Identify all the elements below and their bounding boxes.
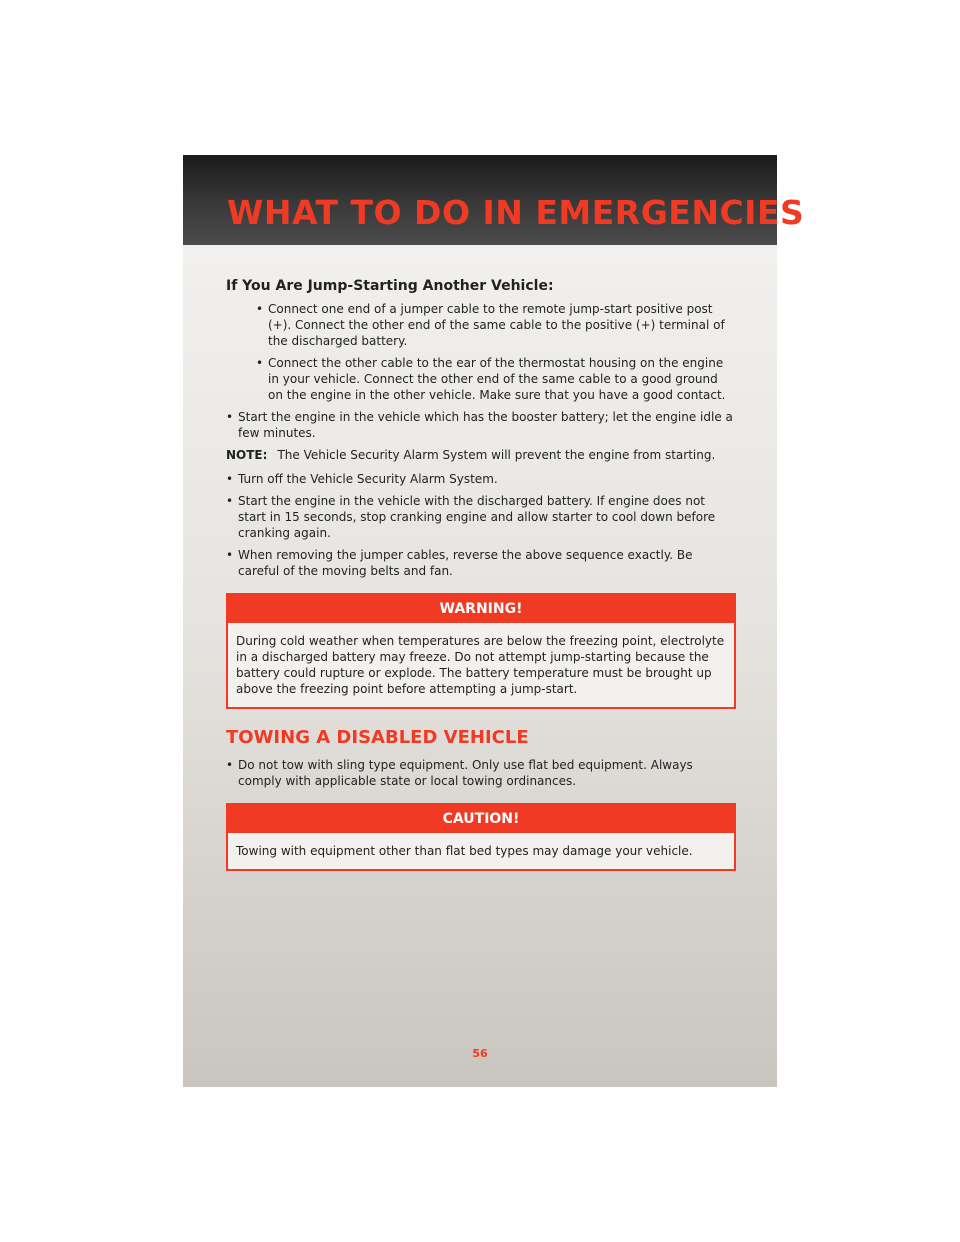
page-title: WHAT TO DO IN EMERGENCIES bbox=[227, 193, 805, 232]
bullet-glyph: • bbox=[226, 494, 234, 508]
list-item: • Turn off the Vehicle Security Alarm System. bbox=[226, 472, 498, 486]
jump-start-list-after bbox=[226, 471, 736, 579]
bullet-glyph: • bbox=[226, 410, 234, 424]
note-label: NOTE: bbox=[226, 448, 268, 462]
caution-text: Towing with equipment other than flat bed types may damage your vehicle. bbox=[236, 844, 693, 858]
bullet-glyph: • bbox=[226, 548, 234, 562]
note bbox=[226, 447, 736, 463]
caution-box bbox=[226, 803, 736, 871]
list-item: • Start the engine in the vehicle which has the booster battery; let the engine idle a few minutes. bbox=[226, 410, 733, 440]
jump-start-sub-list bbox=[226, 301, 736, 403]
page-number: 56 bbox=[472, 1047, 488, 1060]
bullet-glyph: • bbox=[256, 302, 264, 316]
list-item: • Connect one end of a jumper cable to the remote jump-start positive post (+). Connect the other end of the same cable to the positive (+) terminal of the discharged battery. bbox=[256, 302, 725, 348]
list-item: • Do not tow with sling type equipment. Only use flat bed equipment. Always comply with applicable state or local towing ordinances. bbox=[226, 758, 693, 788]
list-item: • When removing the jumper cables, reverse the above sequence exactly. Be careful of the moving belts and fan. bbox=[226, 548, 693, 578]
caution-title: CAUTION! bbox=[228, 805, 734, 833]
page-header bbox=[183, 155, 805, 245]
note-text: The Vehicle Security Alarm System will prevent the engine from starting. bbox=[277, 448, 716, 462]
warning-title: WARNING! bbox=[228, 595, 734, 623]
bullet-glyph: • bbox=[226, 758, 234, 772]
list-item: • Start the engine in the vehicle with the discharged battery. If engine does not start in 15 seconds, stop cranking engine and allow starter to cool down before cranking again. bbox=[226, 494, 716, 540]
towing-list bbox=[226, 757, 736, 789]
warning-text: During cold weather when temperatures are below the freezing point, electrolyte in a discharged battery may freeze. Do not attempt jump-starting because the battery could rupture or explode. The battery temperature must be brought up above the freezing point before attempting a jump-start. bbox=[236, 634, 725, 696]
jump-start-heading: If You Are Jump-Starting Another Vehicle: bbox=[226, 278, 554, 294]
list-item: • Connect the other cable to the ear of the thermostat housing on the engine in your vehicle. Connect the other end of the same cable to a good ground on the engine in the other vehicle. Make sure that you have a good contact. bbox=[256, 356, 726, 402]
towing-heading: TOWING A DISABLED VEHICLE bbox=[226, 727, 529, 748]
bullet-glyph: • bbox=[226, 472, 234, 486]
jump-start-list bbox=[226, 409, 736, 441]
page-content bbox=[226, 277, 736, 871]
manual-page bbox=[183, 155, 805, 1087]
bullet-glyph: • bbox=[256, 356, 264, 370]
warning-box bbox=[226, 593, 736, 709]
